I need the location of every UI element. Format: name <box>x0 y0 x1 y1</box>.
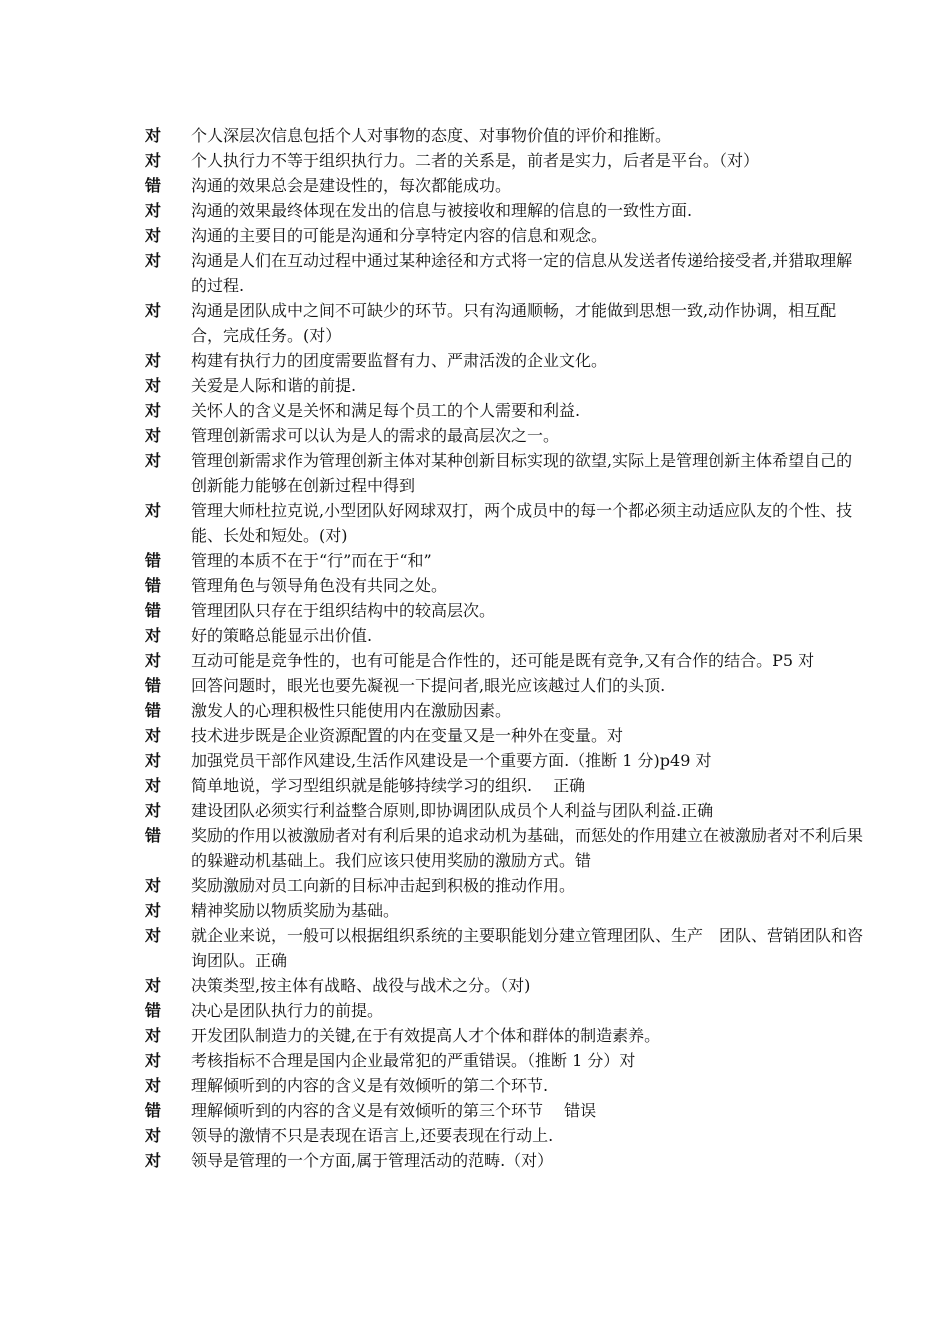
statement-text: 决策类型,按主体有战略、战役与战术之分。（对) <box>191 976 531 995</box>
list-item <box>145 248 865 298</box>
list-item <box>145 548 865 573</box>
statement-text: 管理团队只存在于组织结构中的较高层次。 <box>191 601 496 620</box>
list-item <box>145 1098 865 1123</box>
list-item <box>145 573 865 598</box>
list-item <box>145 448 865 498</box>
verdict-label: 错 <box>145 1101 162 1120</box>
list-item <box>145 748 865 773</box>
statement-text: 沟通的效果总会是建设性的，每次都能成功。 <box>191 176 512 195</box>
list-item <box>145 823 865 873</box>
list-item <box>145 773 865 798</box>
list-item <box>145 973 865 998</box>
list-item <box>145 1123 865 1148</box>
statement-text: 理解倾听到的内容的含义是有效倾听的第二个环节. <box>191 1076 549 1095</box>
list-item <box>145 798 865 823</box>
verdict-label: 对 <box>145 376 162 395</box>
list-item <box>145 698 865 723</box>
statement-text: 管理角色与领导角色没有共同之处。 <box>191 576 448 595</box>
list-item <box>145 173 865 198</box>
verdict-label: 对 <box>145 751 162 770</box>
statement-text: 沟通的主要目的可能是沟通和分享特定内容的信息和观念。 <box>191 226 608 245</box>
statement-text: 技术进步既是企业资源配置的内在变量又是一种外在变量。对 <box>191 726 624 745</box>
verdict-label: 对 <box>145 1051 162 1070</box>
statement-text: 管理的本质不在于“行”而在于“和” <box>191 551 432 570</box>
list-item <box>145 1073 865 1098</box>
statement-text: 管理大师杜拉克说,小型团队好网球双打，两个成员中的每一个都必须主动适应队友的个性、技能、长处和短处。(对) <box>191 501 853 545</box>
statement-text: 考核指标不合理是国内企业最常犯的严重错误。（推断 1 分）对 <box>191 1051 636 1070</box>
list-item <box>145 348 865 373</box>
statement-text: 互动可能是竞争性的，也有可能是合作性的，还可能是既有竞争,又有合作的结合。P5 对 <box>191 651 815 670</box>
verdict-label: 错 <box>145 1001 162 1020</box>
list-item <box>145 898 865 923</box>
verdict-label: 对 <box>145 226 162 245</box>
list-item <box>145 498 865 548</box>
list-item <box>145 923 865 973</box>
verdict-label: 对 <box>145 501 162 520</box>
statement-text: 加强党员干部作风建设,生活作风建设是一个重要方面.（推断 1 分)p49 对 <box>191 751 712 770</box>
verdict-label: 错 <box>145 701 162 720</box>
list-item <box>145 298 865 348</box>
verdict-label: 错 <box>145 601 162 620</box>
list-item <box>145 373 865 398</box>
list-item <box>145 598 865 623</box>
verdict-label: 对 <box>145 876 162 895</box>
verdict-label: 对 <box>145 301 162 320</box>
statement-text: 建设团队必须实行利益整合原则,即协调团队成员个人利益与团队利益.正确 <box>191 801 714 820</box>
verdict-label: 错 <box>145 576 162 595</box>
list-item <box>145 123 865 148</box>
verdict-label: 对 <box>145 801 162 820</box>
verdict-label: 对 <box>145 901 162 920</box>
list-item <box>145 398 865 423</box>
list-item <box>145 423 865 448</box>
list-item <box>145 148 865 173</box>
verdict-label: 对 <box>145 351 162 370</box>
verdict-label: 对 <box>145 1151 162 1170</box>
statement-text: 管理创新需求作为管理创新主体对某种创新目标实现的欲望,实际上是管理创新主体希望自己的创新能力能够在创新过程中得到 <box>191 451 853 495</box>
verdict-label: 对 <box>145 401 162 420</box>
statement-text: 关怀人的含义是关怀和满足每个员工的个人需要和利益. <box>191 401 581 420</box>
verdict-label: 错 <box>145 676 162 695</box>
verdict-label: 错 <box>145 826 162 845</box>
statement-text: 决心是团队执行力的前提。 <box>191 1001 384 1020</box>
verdict-label: 对 <box>145 976 162 995</box>
list-item <box>145 1023 865 1048</box>
verdict-label: 对 <box>145 626 162 645</box>
list-item <box>145 198 865 223</box>
verdict-label: 对 <box>145 426 162 445</box>
statement-text: 开发团队制造力的关键,在于有效提高人才个体和群体的制造素养。 <box>191 1026 661 1045</box>
verdict-label: 对 <box>145 1026 162 1045</box>
statement-text: 沟通是团队成中之间不可缺少的环节。只有沟通顺畅，才能做到思想一致,动作协调，相互配合，完成任务。(对） <box>191 301 837 345</box>
verdict-label: 对 <box>145 201 162 220</box>
statement-text: 管理创新需求可以认为是人的需求的最高层次之一。 <box>191 426 560 445</box>
verdict-label: 对 <box>145 776 162 795</box>
statement-text: 奖励的作用以被激励者对有利后果的追求动机为基础，而惩处的作用建立在被激励者对不利后果的躲避动机基础上。我们应该只使用奖励的激励方式。错 <box>191 826 864 870</box>
verdict-label: 对 <box>145 126 162 145</box>
verdict-label: 对 <box>145 1126 162 1145</box>
statement-text: 好的策略总能显示出价值. <box>191 626 373 645</box>
verdict-label: 错 <box>145 551 162 570</box>
statement-text: 沟通是人们在互动过程中通过某种途径和方式将一定的信息从发送者传递给接受者,并猎取理解的过程. <box>191 251 853 295</box>
list-item <box>145 623 865 648</box>
list-item <box>145 648 865 673</box>
list-item <box>145 998 865 1023</box>
statement-text: 领导的激情不只是表现在语言上,还要表现在行动上. <box>191 1126 554 1145</box>
statement-text: 关爱是人际和谐的前提. <box>191 376 357 395</box>
true-false-list <box>145 123 865 1173</box>
verdict-label: 对 <box>145 926 162 945</box>
verdict-label: 对 <box>145 251 162 270</box>
list-item <box>145 223 865 248</box>
statement-text: 奖励激励对员工向新的目标冲击起到积极的推动作用。 <box>191 876 576 895</box>
statement-text: 个人深层次信息包括个人对事物的态度、对事物价值的评价和推断。 <box>191 126 672 145</box>
statement-text: 简单地说，学习型组织就是能够持续学习的组织. 正确 <box>191 776 586 795</box>
list-item <box>145 673 865 698</box>
statement-text: 回答问题时，眼光也要先凝视一下提问者,眼光应该越过人们的头顶. <box>191 676 666 695</box>
verdict-label: 对 <box>145 151 162 170</box>
statement-text: 构建有执行力的团度需要监督有力、严肃活泼的企业文化。 <box>191 351 608 370</box>
list-item <box>145 723 865 748</box>
list-item <box>145 1148 865 1173</box>
statement-text: 领导是管理的一个方面,属于管理活动的范畴.（对） <box>191 1151 554 1170</box>
statement-text: 激发人的心理积极性只能使用内在激励因素。 <box>191 701 512 720</box>
verdict-label: 对 <box>145 651 162 670</box>
statement-text: 个人执行力不等于组织执行力。二者的关系是，前者是实力，后者是平台。（对） <box>191 151 760 170</box>
verdict-label: 对 <box>145 726 162 745</box>
statement-text: 理解倾听到的内容的含义是有效倾听的第三个环节 错误 <box>191 1101 597 1120</box>
list-item <box>145 873 865 898</box>
verdict-label: 错 <box>145 176 162 195</box>
verdict-label: 对 <box>145 451 162 470</box>
statement-text: 就企业来说，一般可以根据组织系统的主要职能划分建立管理团队、生产 团队、营销团队和咨询团队。正确 <box>191 926 864 970</box>
verdict-label: 对 <box>145 1076 162 1095</box>
list-item <box>145 1048 865 1073</box>
statement-text: 沟通的效果最终体现在发出的信息与被接收和理解的信息的一致性方面. <box>191 201 693 220</box>
statement-text: 精神奖励以物质奖励为基础。 <box>191 901 400 920</box>
